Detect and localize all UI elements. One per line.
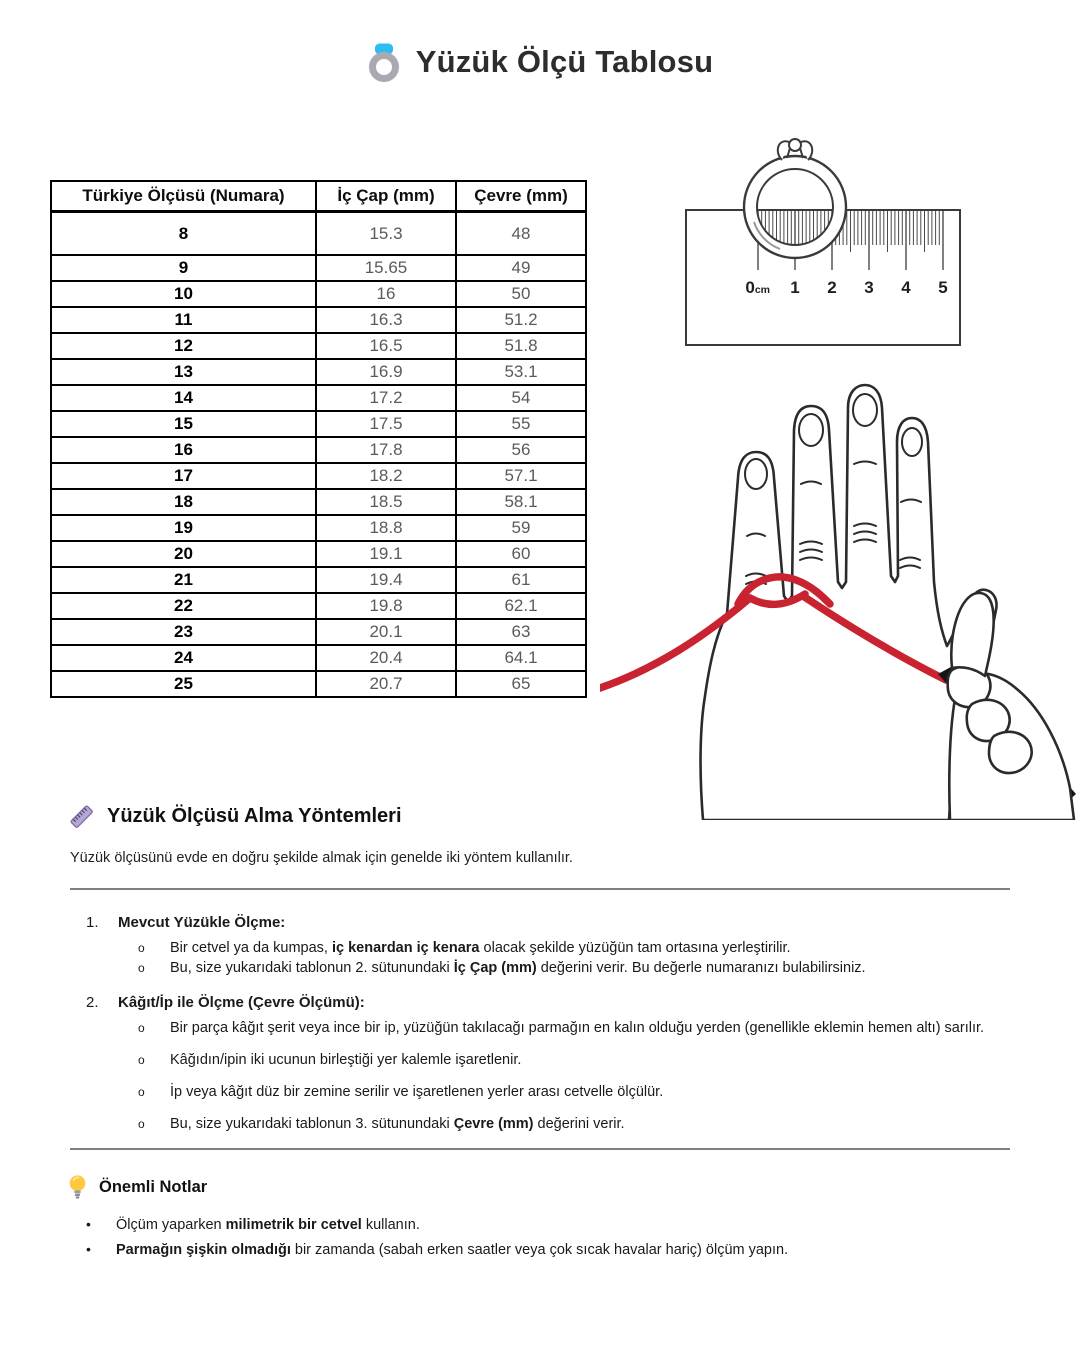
ruler-label: 3	[864, 278, 874, 297]
bullet-marker: o	[138, 1117, 145, 1132]
item-label: Mevcut Yüzükle Ölçme:	[118, 914, 286, 931]
ruler-label: 2	[827, 278, 837, 297]
item-number: 2.	[86, 993, 99, 1011]
bullet-marker: o	[138, 1020, 145, 1035]
methods-intro: Yüzük ölçüsünü evde en doğru şekilde almak için genelde iki yöntem kullanılır.	[70, 850, 573, 866]
size-cell: 21	[51, 567, 316, 593]
method-item	[86, 994, 1066, 1135]
diameter-cell: 18.5	[316, 489, 456, 515]
bullet-text	[170, 1018, 984, 1038]
table-row	[51, 619, 586, 645]
text-segment: Kâğıdın/ipin iki ucunun birleştiği yer kalemle işaretlenir.	[170, 1051, 522, 1068]
table-row	[51, 541, 586, 567]
bullet-text	[116, 1240, 788, 1260]
diameter-cell: 16.3	[316, 307, 456, 333]
text-segment: olacak şekilde yüzüğün tam ortasına yerleştirilir.	[479, 940, 791, 956]
table-row	[51, 359, 586, 385]
circumference-cell: 48	[456, 212, 586, 256]
circumference-cell: 63	[456, 619, 586, 645]
note-bullet	[86, 1215, 1066, 1235]
bullet-text	[170, 958, 866, 978]
method-bullets	[138, 938, 1066, 979]
table-row	[51, 567, 586, 593]
diameter-cell: 17.8	[316, 437, 456, 463]
bullet-text	[170, 938, 791, 958]
diameter-cell: 17.2	[316, 385, 456, 411]
circumference-cell: 49	[456, 255, 586, 281]
size-cell: 20	[51, 541, 316, 567]
diameter-cell: 15.65	[316, 255, 456, 281]
method-item-header	[86, 914, 1066, 931]
ruler-label: 1	[790, 278, 800, 297]
method-item-header	[86, 994, 1066, 1011]
table-row	[51, 489, 586, 515]
table-row	[51, 281, 586, 307]
bullet-marker: •	[86, 1216, 91, 1232]
ruler-icon	[68, 803, 95, 830]
diameter-cell: 18.2	[316, 463, 456, 489]
hand-string-illustration	[600, 368, 1080, 820]
bullet-marker: o	[138, 1085, 145, 1100]
circumference-cell: 50	[456, 281, 586, 307]
text-segment: Ölçüm yaparken	[116, 1217, 226, 1233]
size-cell: 17	[51, 463, 316, 489]
size-cell: 14	[51, 385, 316, 411]
diameter-cell: 16	[316, 281, 456, 307]
table-row	[51, 385, 586, 411]
method-bullet	[138, 938, 1066, 958]
page-title: Yüzük Ölçü Tablosu	[415, 44, 714, 79]
size-cell: 22	[51, 593, 316, 619]
column-header: Türkiye Ölçüsü (Numara)	[51, 181, 316, 212]
notes-section-title: Önemli Notlar	[99, 1177, 208, 1196]
diameter-cell: 20.4	[316, 645, 456, 671]
diameter-cell: 20.7	[316, 671, 456, 697]
table-row	[51, 463, 586, 489]
circumference-cell: 54	[456, 385, 586, 411]
ring-on-ruler-illustration	[678, 130, 970, 360]
marking-hand	[948, 593, 1074, 820]
circumference-cell: 60	[456, 541, 586, 567]
method-bullet	[138, 1018, 1066, 1038]
size-cell: 19	[51, 515, 316, 541]
circumference-cell: 56	[456, 437, 586, 463]
ruler-label: 4	[901, 278, 911, 297]
size-cell: 23	[51, 619, 316, 645]
diameter-cell: 19.4	[316, 567, 456, 593]
size-cell: 15	[51, 411, 316, 437]
table-row	[51, 671, 586, 697]
bullet-marker: o	[138, 961, 145, 976]
method-bullets	[138, 1018, 1066, 1135]
text-segment: kullanın.	[361, 1217, 420, 1233]
size-cell: 24	[51, 645, 316, 671]
circumference-cell: 53.1	[456, 359, 586, 385]
bullet-text	[170, 1114, 625, 1134]
circumference-cell: 51.2	[456, 307, 586, 333]
text-segment: Bu, size yukarıdaki tablonun 2. sütunundaki	[170, 960, 454, 977]
text-segment: Bir cetvel ya da kumpas,	[170, 940, 332, 956]
text-segment: değerini verir. Bu değerle numaranızı bulabilirsiniz.	[536, 960, 866, 977]
size-cell: 25	[51, 671, 316, 697]
size-cell: 18	[51, 489, 316, 515]
ruler-label: 5	[938, 278, 948, 297]
size-cell: 8	[51, 212, 316, 256]
method-bullet	[138, 1082, 1066, 1102]
text-segment: İç Çap (mm)	[453, 960, 537, 977]
text-segment: Çevre (mm)	[453, 1116, 534, 1133]
circumference-cell: 65	[456, 671, 586, 697]
text-segment: değerini verir.	[533, 1116, 625, 1133]
size-cell: 10	[51, 281, 316, 307]
divider	[70, 1148, 1010, 1150]
diameter-cell: 18.8	[316, 515, 456, 541]
method-bullet	[138, 1114, 1066, 1134]
text-segment: iç kenardan iç kenara	[332, 940, 480, 956]
circumference-cell: 61	[456, 567, 586, 593]
lightbulb-icon	[68, 1174, 87, 1200]
size-cell: 9	[51, 255, 316, 281]
ring-icon	[367, 42, 401, 82]
method-bullet	[138, 958, 1066, 978]
method-item	[86, 914, 1066, 979]
text-segment: Bir parça kâğıt şerit veya ince bir ip, yüzüğün takılacağı parmağın en kalın olduğu yerden (genellikle eklemin hemen altı) sarılır.	[170, 1019, 985, 1036]
circumference-cell: 64.1	[456, 645, 586, 671]
circumference-cell: 55	[456, 411, 586, 437]
size-cell: 11	[51, 307, 316, 333]
divider	[70, 888, 1010, 890]
table-row	[51, 307, 586, 333]
methods-section-header	[68, 803, 402, 830]
item-number: 1.	[86, 914, 99, 931]
diameter-cell: 17.5	[316, 411, 456, 437]
diameter-cell: 16.9	[316, 359, 456, 385]
size-cell: 16	[51, 437, 316, 463]
table-row	[51, 645, 586, 671]
ruler-body	[686, 210, 960, 345]
text-segment: İp veya kâğıt düz bir zemine serilir ve işaretlenen yerler arası cetvelle ölçülür.	[170, 1084, 664, 1101]
methods-list	[86, 914, 1066, 1150]
text-segment: Parmağın şişkin olmadığı	[116, 1242, 291, 1259]
method-bullet	[138, 1050, 1066, 1070]
circumference-cell: 58.1	[456, 489, 586, 515]
note-bullet	[86, 1240, 1066, 1260]
diameter-cell: 16.5	[316, 333, 456, 359]
circumference-cell: 62.1	[456, 593, 586, 619]
table-header-row	[51, 181, 586, 212]
text-segment: Bu, size yukarıdaki tablonun 3. sütunundaki	[170, 1116, 454, 1133]
text-segment: bir zamanda (sabah erken saatler veya çok sıcak havalar hariç) ölçüm yapın.	[290, 1242, 789, 1259]
bullet-text	[170, 1082, 663, 1102]
column-header: Çevre (mm)	[456, 181, 586, 212]
bullet-marker: o	[138, 1052, 145, 1067]
circumference-cell: 59	[456, 515, 586, 541]
size-cell: 13	[51, 359, 316, 385]
diameter-cell: 20.1	[316, 619, 456, 645]
table-row	[51, 515, 586, 541]
ring-size-table	[50, 180, 587, 698]
diameter-cell: 19.1	[316, 541, 456, 567]
table-row	[51, 333, 586, 359]
page-header	[0, 42, 1080, 82]
table-row	[51, 411, 586, 437]
circumference-cell: 57.1	[456, 463, 586, 489]
bullet-text	[116, 1215, 420, 1235]
table-row	[51, 212, 586, 256]
methods-section-title: Yüzük Ölçüsü Alma Yöntemleri	[107, 805, 402, 827]
bullet-text	[170, 1050, 521, 1070]
bullet-marker: •	[86, 1241, 91, 1258]
svg-text:0cm: 0cm	[745, 278, 770, 297]
bullet-marker: o	[138, 941, 145, 955]
diameter-cell: 15.3	[316, 212, 456, 256]
size-cell: 12	[51, 333, 316, 359]
text-segment: milimetrik bir cetvel	[225, 1217, 362, 1233]
circumference-cell: 51.8	[456, 333, 586, 359]
table-row	[51, 593, 586, 619]
item-label: Kâğıt/İp ile Ölçme (Çevre Ölçümü):	[118, 993, 365, 1011]
table-row	[51, 255, 586, 281]
column-header: İç Çap (mm)	[316, 181, 456, 212]
table-row	[51, 437, 586, 463]
notes-section-header	[68, 1174, 207, 1200]
notes-list	[86, 1215, 1066, 1266]
diameter-cell: 19.8	[316, 593, 456, 619]
